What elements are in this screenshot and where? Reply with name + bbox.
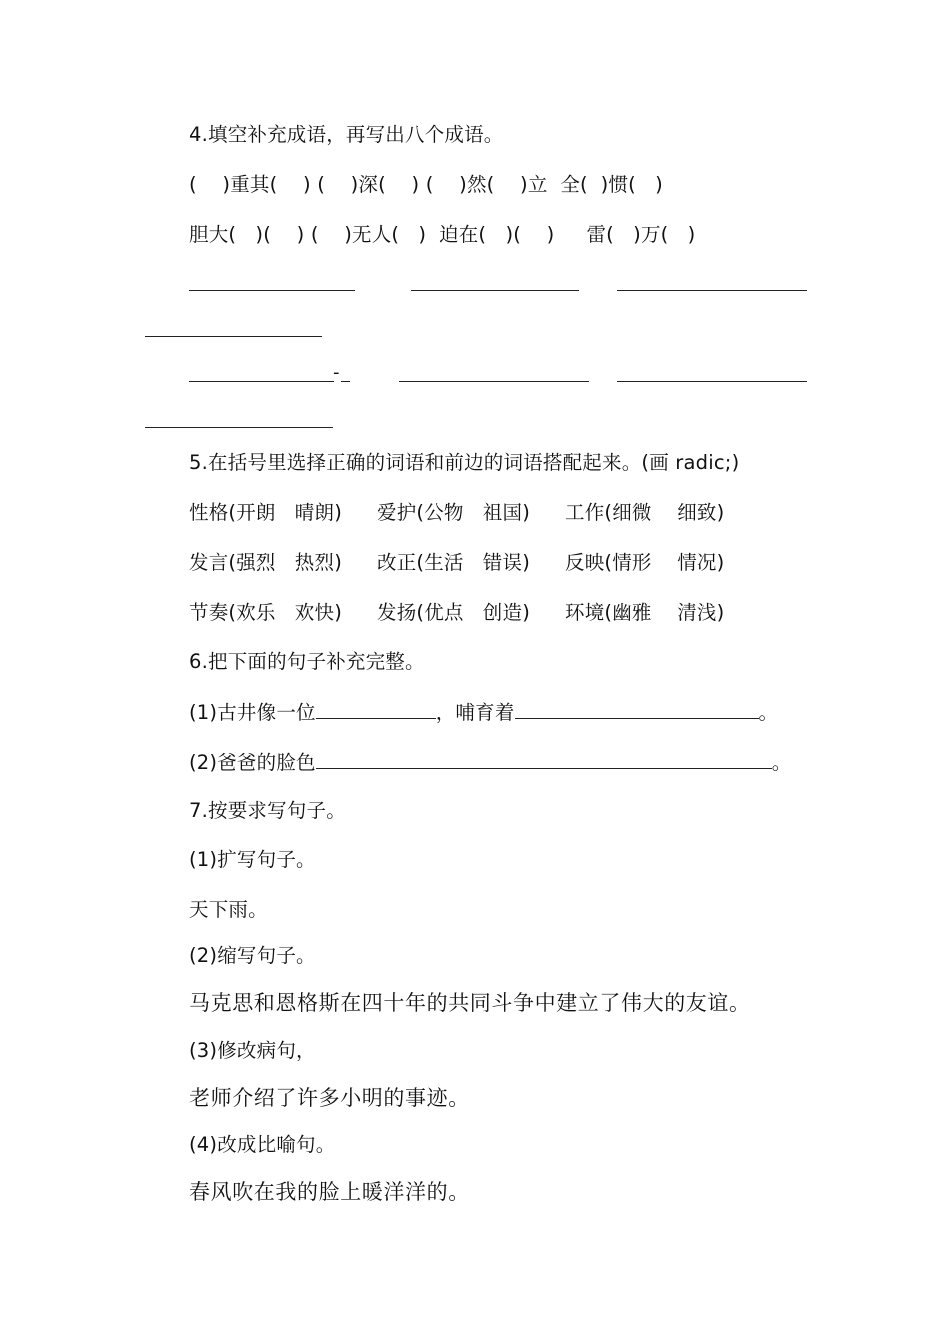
q7-part-4-text: 春风吹在我的脸上暖洋洋的。 — [189, 1180, 470, 1204]
q5-title: 5.在括号里选择正确的词语和前边的词语搭配起来。(画 radic;) — [189, 451, 740, 474]
q7-part-2-label: (2)缩写句子。 — [189, 944, 316, 967]
q4-answer-blank-4[interactable] — [145, 336, 322, 337]
q6-s2-prefix: (2)爸爸的脸色 — [189, 751, 316, 774]
q4-answer-blank-6[interactable] — [399, 381, 589, 382]
q7-part-1-text: 天下雨。 — [189, 898, 268, 921]
q4-answer-blank-7[interactable] — [617, 381, 807, 382]
q6-s1-blank-1[interactable] — [316, 699, 436, 719]
q4-answer-blank-1[interactable] — [189, 290, 355, 291]
q4-answer-blank-5-tail — [341, 381, 350, 382]
q4-idiom-row-2: 胆大( )( ) ( )无人( ) 迫在( )( ) 雷( )万( ) — [189, 223, 696, 246]
q4-answer-blank-5[interactable] — [189, 381, 334, 382]
q5-row-2-c: 反映(情形 情况) — [565, 551, 725, 574]
q6-s2-end: 。 — [771, 751, 792, 774]
q5-row-3-a: 节奏(欢乐 欢快) — [189, 601, 343, 624]
q6-s1-middle: ，哺育着 — [435, 701, 515, 724]
q4-answer-blank-2[interactable] — [411, 290, 579, 291]
q4-answer-blank-3[interactable] — [617, 290, 807, 291]
q5-row-1-a: 性格(开朗 晴朗) — [189, 501, 343, 524]
q6-title: 6.把下面的句子补充完整。 — [189, 650, 425, 673]
q5-row-3-b: 发扬(优点 创造) — [377, 601, 531, 624]
q5-row-2-a: 发言(强烈 热烈) — [189, 551, 343, 574]
q6-sentence-1 — [189, 699, 778, 726]
q7-part-3-label: (3)修改病句， — [189, 1039, 316, 1062]
q7-part-2-text: 马克思和恩格斯在四十年的共同斗争中建立了伟大的友谊。 — [189, 991, 751, 1015]
q7-part-3-text: 老师介绍了许多小明的事迹。 — [189, 1086, 470, 1110]
q5-row-1-b: 爱护(公物 祖国) — [377, 501, 531, 524]
q6-s1-blank-2[interactable] — [515, 699, 759, 719]
q6-s1-prefix: (1)古井像一位 — [189, 701, 316, 724]
q7-part-4-label: (4)改成比喻句。 — [189, 1133, 336, 1156]
q4-dash-mark: - — [333, 362, 340, 383]
q4-answer-blank-8[interactable] — [145, 427, 333, 428]
q4-title: 4.填空补充成语，再写出八个成语。 — [189, 123, 504, 146]
q7-part-1-label: (1)扩写句子。 — [189, 848, 316, 871]
q6-s1-end: 。 — [758, 701, 779, 724]
q6-s2-blank[interactable] — [316, 749, 772, 769]
q5-row-2-b: 改正(生活 错误) — [377, 551, 531, 574]
q4-idiom-row-1: ( )重其( ) ( )深( ) ( )然( )立 全( )惯( ) — [189, 173, 663, 196]
q5-row-1-c: 工作(细微 细致) — [565, 501, 725, 524]
q6-sentence-2 — [189, 749, 791, 776]
q5-row-3-c: 环境(幽雅 清浅) — [565, 601, 725, 624]
q7-title: 7.按要求写句子。 — [189, 799, 346, 822]
